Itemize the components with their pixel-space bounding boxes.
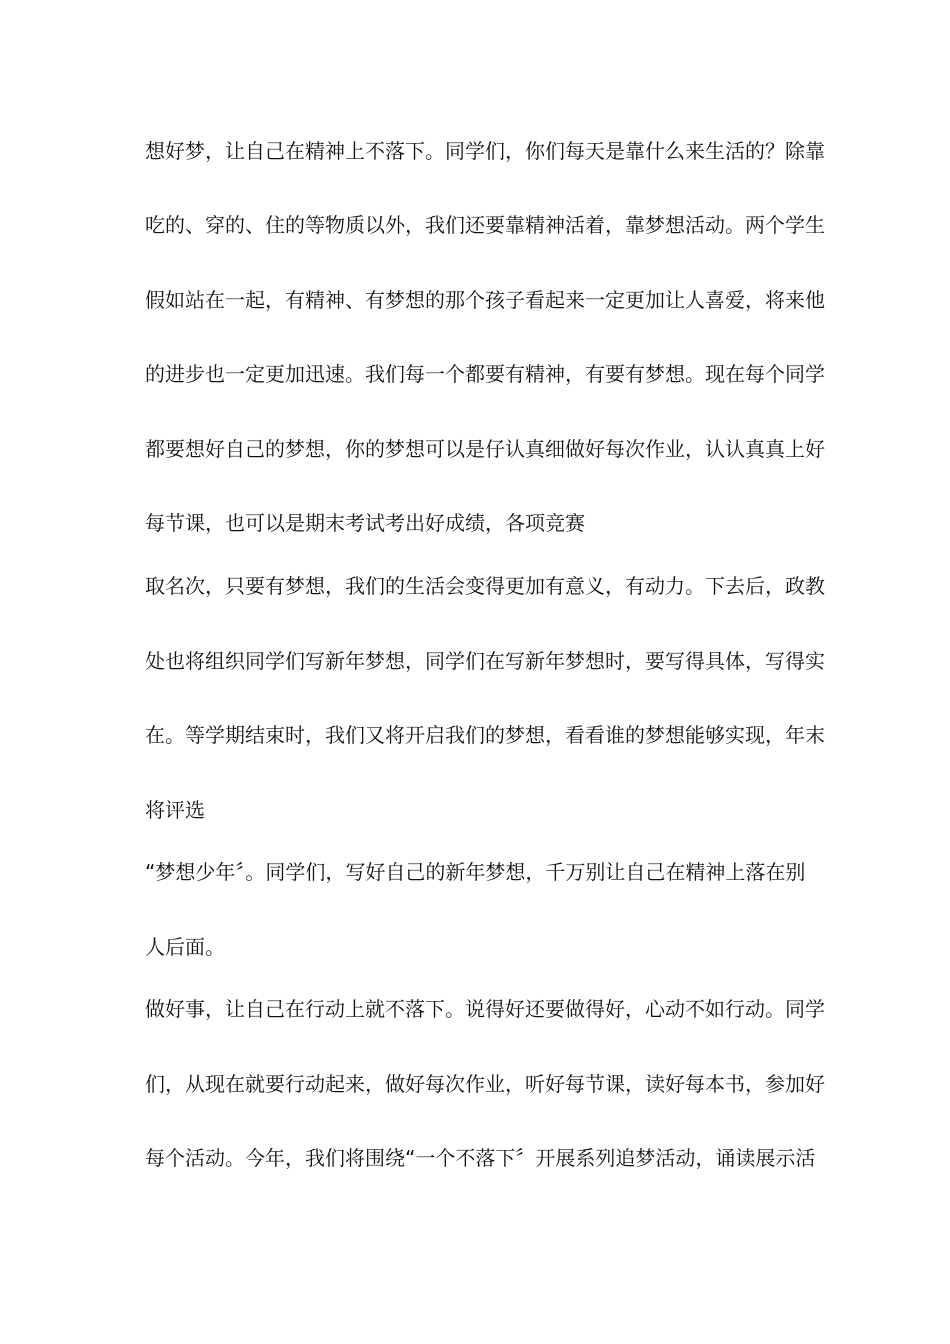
paragraph-line: 每节课，也可以是期末考试考出好成绩，各项竞赛 xyxy=(145,511,585,535)
paragraph-line: 人后面。 xyxy=(145,935,225,959)
paragraph-line: 将评选 xyxy=(145,798,205,822)
paragraph-line: 取名次，只要有梦想，我们的生活会变得更加有意义，有动力。下去后，政教 xyxy=(145,574,825,598)
paragraph-line: 吃的、穿的、住的等物质以外，我们还要靠精神活着，靠梦想活动。两个学生 xyxy=(145,213,825,237)
paragraph-line: 都要想好自己的梦想，你的梦想可以是仔认真细做好每次作业，认认真真上好 xyxy=(145,437,825,461)
paragraph-line: 想好梦，让自己在精神上不落下。同学们，你们每天是靠什么来生活的？除靠 xyxy=(145,139,825,163)
paragraph-line: 在。等学期结束时，我们又将开启我们的梦想，看看谁的梦想能够实现，年末 xyxy=(145,723,825,747)
paragraph-line: “梦想少年〞。同学们，写好自己的新年梦想，千万别让自己在精神上落在别 xyxy=(145,860,806,884)
paragraph-line: 每个活动。今年，我们将围绕“一个不落下〞开展系列追梦活动，诵读展示活 xyxy=(145,1146,816,1170)
paragraph-line: 们，从现在就要行动起来，做好每次作业，听好每节课，读好每本书，参加好 xyxy=(145,1072,825,1096)
paragraph-line: 的进步也一定更加迅速。我们每一个都要有精神，有要有梦想。现在每个同学 xyxy=(145,362,825,386)
paragraph-line: 假如站在一起，有精神、有梦想的那个孩子看起来一定更加让人喜爱，将来他 xyxy=(145,288,825,312)
paragraph-line: 做好事，让自己在行动上就不落下。说得好还要做得好，心动不如行动。同学 xyxy=(145,997,825,1021)
paragraph-line: 处也将组织同学们写新年梦想，同学们在写新年梦想时，要写得具体，写得实 xyxy=(145,649,825,673)
